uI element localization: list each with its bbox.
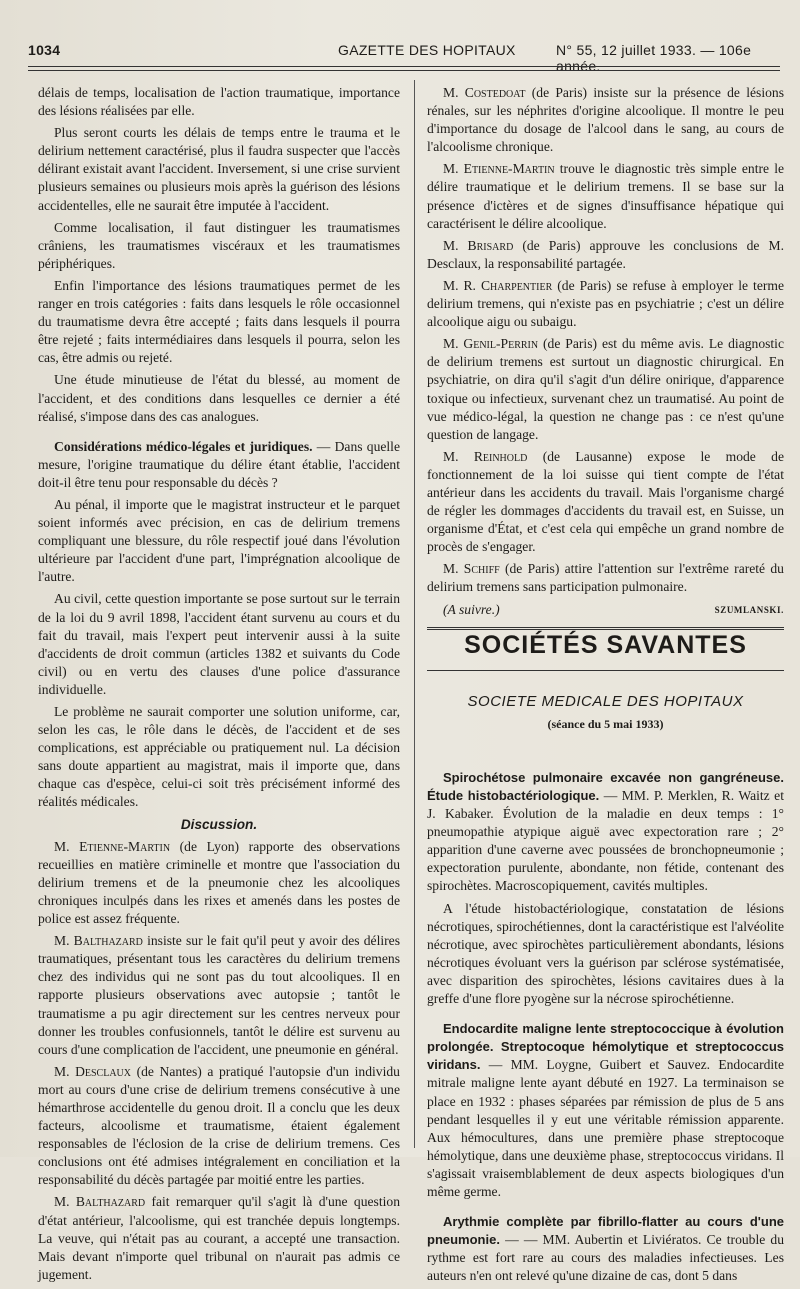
paragraph: Une étude minutieuse de l'état du blessé, au moment de l'accident, et des conditions dans lesquelles ce dernier a été réalisé, s'impose dans des cas analogues.	[38, 372, 400, 424]
paragraph: M. R. Charpentier (de Paris) se refuse à employer le terme delirium tremens, qui n'existe pas en psychiatrie ; c'est un délire alcoolique aigu ou subaigu.	[427, 277, 784, 330]
paragraph: Endocardite maligne lente streptococcique à évolution prolongée. Streptocoque hémolytique et streptococcus viridans. — MM. Loygne, Guibert et Sauvez. Endocardite mitrale maligne lente ayant débuté en 1927. La terminaison se place en 1932 : phases séparées par rémission de plus de 5 ans pendant lesquelles il y eut une véritable rémission apparente. Aux hémocultures, dans une première phase streptocoque hémolytique, dans une deuxième phase, streptococcus viridans. Il s'agissait vraisemblablement de deux aspects biologiques d'un même germe.	[427, 1021, 784, 1199]
paragraph: M. Schiff (de Paris) attire l'attention sur l'extrême rareté du delirium tremens sans participation pulmonaire.	[427, 561, 784, 595]
speaker-name: M. Etienne-Martin	[443, 161, 555, 177]
speaker-name: M. Brisard	[443, 237, 514, 253]
speaker-name: M. Balthazard	[54, 1194, 146, 1210]
section-title-rule	[427, 670, 784, 671]
issue-info: N° 55, 12 juillet 1933. — 106e année.	[556, 42, 752, 74]
speaker-name: M. Etienne-Martin	[54, 838, 171, 854]
author-signature: SZUMLANSKI.	[714, 604, 784, 615]
paragraph: M. Reinhold (de Lausanne) expose le mode de fonctionnement de la loi suisse qui tient compte de l'état antérieur dans les accidents du travail. Mais l'organisme chargé de régler les dommages d'accidents du travail est, en Suisse, un organisme d'État, et c'est cela qui empêche un grand nombre de procès de s'engager.	[427, 448, 784, 555]
section-heading: Considérations médico-légales et juridiques.	[54, 438, 313, 454]
speaker-name: M. Desclaux	[54, 1063, 131, 1079]
speaker-name: M. Balthazard	[54, 933, 143, 949]
paragraph: Plus seront courts les délais de temps entre le trauma et le delirium nettement caractérisé, plus il faudra suspecter que l'accès délirant existait avant l'accident. Inversement, si une crise survient plusieurs semaines ou plusieurs mois après la guérison des lésions accidentelles, elle ne saurait être imputée à l'accident.	[38, 125, 400, 213]
communication-title: Arythmie complète par fibrillo-flatter au cours d'une pneumonie.	[427, 1214, 784, 1248]
right-column	[427, 84, 784, 1289]
page-header	[28, 38, 780, 74]
paragraph: A l'étude histobactériologique, constatation de lésions nécrotiques, spirochétiennes, dont la caractéristique est l'alvéolite nécrotique, avec spirochètes particulièrement abondants, lésions nécrotiques évoluant vers la guérison par sclérose systématisée, avec disparition des spirochètes, lésions cavitaires dues à la greffe d'une flore pyogène sur la nécrose spirochétienne.	[427, 900, 784, 1007]
header-rule-2	[28, 70, 780, 71]
speaker-name: M. Costedoat	[443, 85, 526, 100]
to-be-continued: (A suivre.)	[443, 601, 500, 617]
paragraph: Spirochétose pulmonaire excavée non gangréneuse. Étude histobactériologique. — MM. P. Merklen, R. Waitz et J. Kabaker. Évolution de la maladie en deux temps : 1° pneumopathie atypique aiguë avec expectoration rare ; 2° apparition d'une caverne avec poussées de bronchopneumonie ; expectoration purulente, abondante, non fétide, contenant des spirochètes. Macroscopiquement, cavités multiples.	[427, 769, 784, 894]
paragraph: M. Desclaux (de Nantes) a pratiqué l'autopsie d'un individu mort au cours d'une crise de delirium tremens consécutive à une hémarthrose accidentelle du genou droit. Il a conclu que les deux facteurs, alcoolisme et traumatisme, étaient également responsables de l'éclosion de la crise de delirium tremens. Ces conclusions ont été admises intégralement en conciliation et la responsabilité du décès partagée par moitié entre les parties.	[38, 1063, 400, 1188]
section-divider	[427, 627, 784, 630]
paragraph: M. Genil-Perrin (de Paris) est du même avis. Le diagnostic de delirium tremens est surtout un diagnostic chirurgical. En psychiatrie, on dira qu'il s'agit d'un délire onirique, d'apparence toxique ou infectieux, survenant chez un traumatisé. Au point de vue médico-légal, la question ne change pas : ce n'est qu'une question de langage.	[427, 336, 784, 442]
paragraph: Le problème ne saurait comporter une solution uniforme, car, selon les cas, le rôle dans le décès, de l'accident et de ses complications, est appréciable ou pratiquement nul. La décision sans doute appartient au magistrat, mais il importe que, dans chaque cas d'espèce, celui-ci soit très précisément informé des réalités médicales.	[38, 704, 400, 810]
communication-title: Endocardite maligne lente streptococcique à évolution prolongée. Streptocoque hémolytique et streptococcus viridans.	[427, 1021, 784, 1073]
communication-title: Spirochétose pulmonaire excavée non gangréneuse. Étude histobactériologique.	[427, 769, 784, 803]
paragraph: Considérations médico-légales et juridiques. — Dans quelle mesure, l'origine traumatique du délire étant établie, l'accident doit-il être tenu pour responsable du décès ?	[38, 438, 400, 490]
paragraph: M. Balthazard fait remarquer qu'il s'agit là d'une question d'état antérieur, l'alcoolisme, qui est tranchée depuis longtemps. La veuve, qui n'était pas au courant, a accepté une transaction. Mais devant n'importe quel tribunal on n'aurait pas admis ce jugement.	[38, 1194, 400, 1282]
header-rule	[28, 66, 780, 67]
discussion-heading: Discussion.	[180, 816, 258, 832]
session-date: (séance du 5 mai 1933)	[547, 716, 664, 731]
paragraph: M. Costedoat (de Paris) insiste sur la présence de lésions rénales, sur les néphrites d'origine alcoolique. Il montre le peu d'importance du dosage de l'alcool dans le sang, au cours de l'alcoolisme chronique.	[427, 85, 784, 155]
speaker-name: M. Reinhold	[443, 448, 528, 464]
paragraph: délais de temps, localisation de l'action traumatique, importance des lésions réalisées par elle.	[38, 85, 400, 119]
page-number: 1034	[28, 42, 61, 58]
speaker-name: M. Genil-Perrin	[443, 336, 539, 352]
speaker-name: M. Schiff	[443, 561, 500, 577]
left-column	[38, 84, 400, 1288]
section-title: SOCIÉTÉS SAVANTES	[464, 630, 747, 659]
paragraph: Au civil, cette question importante se pose surtout sur le terrain de la loi du 9 avril 1898, l'accident étant survenu au cours et du fait du travail, mais l'expert peut intervenir aussi à la suite d'accidents de droit commun (articles 1382 et suivants du Code civil) ou en vertu des clauses d'une police d'assurance individuelle.	[38, 591, 400, 697]
paragraph: M. Balthazard insiste sur le fait qu'il peut y avoir des délires traumatiques, présentant tous les caractères du delirium tremens chez des individus qui ne sont pas du tout alcooliques. Il en rapporte plusieurs observations avec autopsie ; tantôt le traumatisme a pu agir directement sur les centres nerveux pour donner les troubles confusionnels, tantôt le délire est survenu au cours d'une complication de l'accident, une pneumonie en général.	[38, 933, 400, 1057]
paragraph: Enfin l'importance des lésions traumatiques permet de les ranger en trois catégories : faits dans lesquels le rôle occasionnel du traumatisme devra être accepté ; faits dans lesquels il pourra être rejeté ; faits intermédiaires dans lesquels il pourra, selon les cas, être admis ou rejeté.	[38, 277, 400, 366]
paragraph: M. Etienne-Martin (de Lyon) rapporte des observations recueillies en matière criminelle et montre que l'association du delirium tremens et de la pneumonie chez les alcooliques chroniques inculpés dans les rixes et amenés dans les postes de police est assez fréquente.	[38, 838, 400, 927]
speaker-name: M. R. Charpentier	[443, 277, 553, 293]
article-signature-line	[427, 601, 784, 619]
paragraph: M. Etienne-Martin trouve le diagnostic très simple entre le délire traumatique et le delirium tremens. Il se base sur la présence d'ictères et de signes d'insuffisance hépatique qui caractérisent le délire alcoolique.	[427, 161, 784, 231]
paragraph: M. Brisard (de Paris) approuve les conclusions de M. Desclaux, la responsabilité partagée.	[427, 237, 784, 271]
society-name: SOCIETE MEDICALE DES HOPITAUX	[467, 692, 744, 710]
paragraph: Arythmie complète par fibrillo-flatter au cours d'une pneumonie. — — MM. Aubertin et Liviératos. Ce trouble du rythme est fort rare au cours des maladies infectieuses. Les auteurs n'en ont relevé qu'une dizaine de cas, dont 5 dans	[427, 1214, 784, 1284]
column-separator	[414, 80, 415, 1148]
journal-title: GAZETTE DES HOPITAUX	[338, 42, 516, 58]
paragraph: Au pénal, il importe que le magistrat instructeur et le parquet soient informés avec précision, en cas de delirium tremens compliquant une blessure, du rôle respectif joué dans l'évolution ultérieure par l'accident d'une part, l'imprégnation alcoolique de l'autre.	[38, 496, 400, 585]
paragraph: Comme localisation, il faut distinguer les traumatismes crâniens, les traumatismes viscéraux et les traumatismes périphériques.	[38, 219, 400, 271]
